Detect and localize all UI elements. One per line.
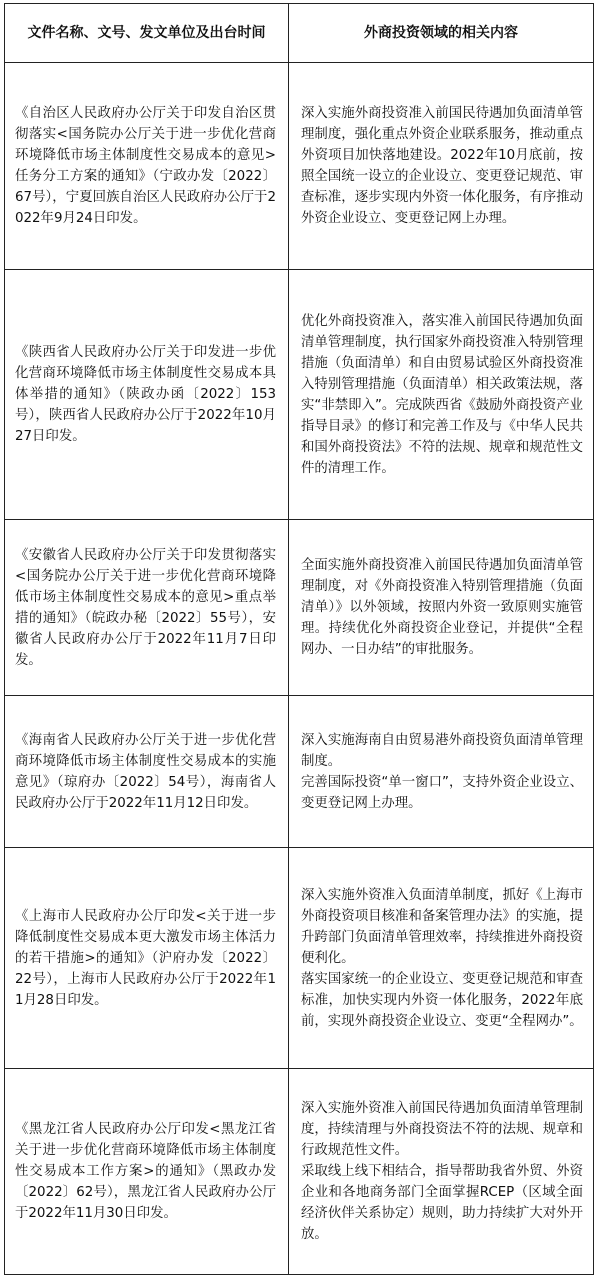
policy-table-container [0, 3, 600, 1282]
table-row [5, 63, 594, 270]
table-row [5, 696, 594, 848]
content-paragraph: 全面实施外商投资准入前国民待遇加负面清单管理制度，对《外商投资准入特别管理措施（负面清单）》以外领域，按照内外资一致原则实施管理。持续优化外商投资企业登记，并提供“全程网办、一日办结”的审批服务。 [301, 558, 583, 657]
content-cell [289, 270, 594, 520]
document-description: 《海南省人民政府办公厅关于进一步优化营商环境降低市场主体制度性交易成本的实施意见》（琼府办〔2022〕54号），海南省人民政府办公厅于2022年11月12日印发。 [15, 732, 276, 811]
content-paragraph: 深入实施海南自由贸易港外商投资负面清单管理制度。 [301, 732, 583, 769]
policy-table [4, 3, 594, 1275]
document-description: 《上海市人民政府办公厅印发<关于进一步降低制度性交易成本更大激发市场主体活力的若干措施>的通知》（沪府办发〔2022〕22号），上海市人民政府办公厅于2022年11月28日印发。 [15, 908, 276, 1008]
content-paragraph: 优化外商投资准入，落实准入前国民待遇加负面清单管理制度，执行国家外商投资准入特别管理措施（负面清单）和自由贸易试验区外商投资准入特别管理措施（负面清单）相关政策法规，落实“非禁即入”。完成陕西省《鼓励外商投资产业指导目录》的修订和完善工作及与《中华人民共和国外商投资法》不符的法规、规章和规范性文件的清理工作。 [301, 313, 583, 476]
document-cell [5, 520, 289, 696]
document-description: 《安徽省人民政府办公厅关于印发贯彻落实<国务院办公厅关于进一步优化营商环境降低市场主体制度性交易成本的意见>重点举措的通知》（皖政办秘〔2022〕55号），安徽省人民政府办公厅于2022年11月7日印发。 [15, 547, 276, 668]
content-cell [289, 63, 594, 270]
document-cell [5, 848, 289, 1069]
table-row [5, 848, 594, 1069]
table-row [5, 270, 594, 520]
content-cell [289, 848, 594, 1069]
document-cell [5, 270, 289, 520]
content-paragraph: 深入实施外资准入负面清单制度，抓好《上海市外商投资项目核准和备案管理办法》的实施，提升跨部门负面清单管理效率，持续推进外商投资便利化。 [301, 887, 583, 966]
header-related-content: 外商投资领域的相关内容 [289, 4, 594, 63]
document-description: 《黑龙江省人民政府办公厅印发<黑龙江省关于进一步优化营商环境降低市场主体制度性交易成本工作方案>的通知》（黑政办发〔2022〕62号），黑龙江省人民政府办公厅于2022年11月30日印发。 [15, 1122, 276, 1221]
document-cell [5, 1069, 289, 1275]
document-description: 《陕西省人民政府办公厅关于印发进一步优化营商环境降低市场主体制度性交易成本具体举措的通知》（陕政办函〔2022〕153号），陕西省人民政府办公厅于2022年10月27日印发。 [15, 345, 276, 444]
content-cell [289, 696, 594, 848]
document-cell [5, 696, 289, 848]
table-row [5, 1069, 594, 1275]
document-cell [5, 63, 289, 270]
content-paragraph: 落实国家统一的企业设立、变更登记规范和审查标准，加快实现内外资一体化服务，2022年底前，实现外商投资企业设立、变更“全程网办”。 [301, 971, 583, 1029]
content-cell [289, 1069, 594, 1275]
content-cell [289, 520, 594, 696]
content-paragraph: 采取线上线下相结合，指导帮助我省外贸、外资企业和各地商务部门全面掌握RCEP（区域全面经济伙伴关系协定）规则，助力持续扩大对外开放。 [301, 1164, 583, 1242]
content-paragraph: 深入实施外商投资准入前国民待遇加负面清单管理制度，强化重点外资企业联系服务，推动重点外资项目加快落地建设。2022年10月底前，按照全国统一设立的企业设立、变更登记规范、审查标准，逐步实现内外资一体化服务，有序推动外资企业设立、变更登记网上办理。 [301, 106, 583, 226]
header-document-info: 文件名称、文号、发文单位及出台时间 [5, 4, 289, 63]
content-paragraph: 深入实施外资准入前国民待遇加负面清单管理制度，持续清理与外商投资法不符的法规、规章和行政规范性文件。 [301, 1101, 583, 1158]
content-paragraph: 完善国际投资“单一窗口”，支持外资企业设立、变更登记网上办理。 [301, 774, 583, 811]
document-description: 《自治区人民政府办公厅关于印发自治区贯彻落实<国务院办公厅关于进一步优化营商环境降低市场主体制度性交易成本的意见>任务分工方案的通知》（宁政办发〔2022〕67号），宁夏回族自治区人民政府办公厅于2022年9月24日印发。 [15, 106, 276, 226]
table-row [5, 520, 594, 696]
table-header-row [5, 4, 594, 63]
